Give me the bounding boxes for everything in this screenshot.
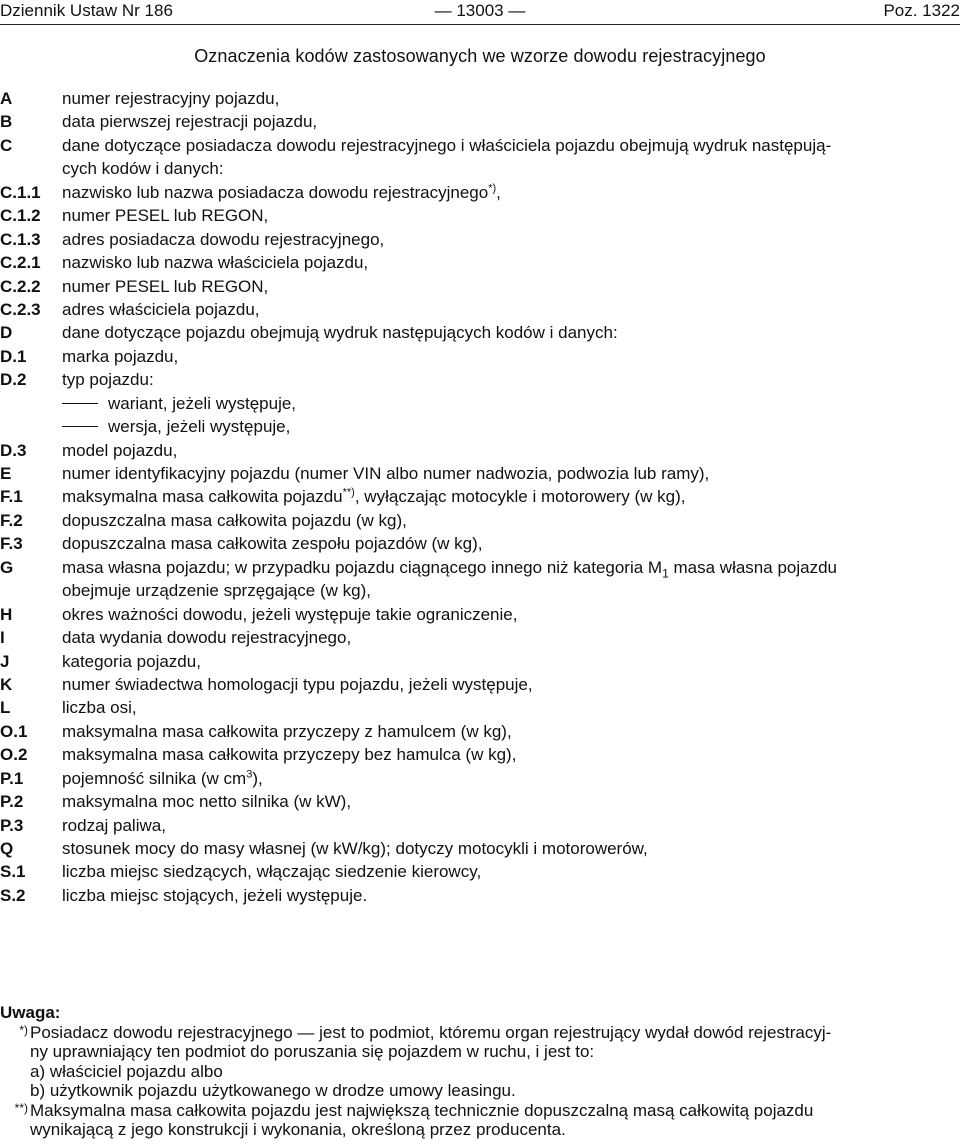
description-text: numer PESEL lub REGON, <box>62 206 269 226</box>
description-text: maksymalna masa całkowita przyczepy z hamulcem (w kg), <box>62 721 512 741</box>
code-description <box>62 182 960 204</box>
code-description <box>62 721 960 743</box>
code-entry <box>0 322 960 344</box>
code-description <box>62 135 960 157</box>
code-description <box>62 744 960 766</box>
footnote-line: a) właściciel pojazdu albo <box>30 1061 223 1081</box>
code-entry <box>0 252 960 274</box>
footnote-line: Posiadacz dowodu rejestracyjnego — jest to podmiot, któremu organ rejestrujący wydał dowód rejestracyj- <box>30 1022 832 1042</box>
code-entry <box>0 440 960 462</box>
code-entry <box>0 416 960 438</box>
code-description <box>62 791 960 813</box>
code-entry <box>0 533 960 555</box>
code-label: D.3 <box>0 440 27 460</box>
footnote-line: b) użytkownik pojazdu użytkowanego w drodze umowy leasingu. <box>30 1081 516 1100</box>
notes-section <box>0 1003 960 1140</box>
code-description <box>62 604 960 626</box>
description-text: dopuszczalna masa całkowita pojazdu (w kg), <box>62 510 407 530</box>
description-text: numer identyfikacyjny pojazdu (numer VIN albo numer nadwozia, podwozia lub ramy), <box>62 464 710 483</box>
description-text: stosunek mocy do masy własnej (w kW/kg); dotyczy motocykli i motorowerów, <box>62 839 648 858</box>
code-label: D.1 <box>0 346 27 366</box>
code-label: C.1.2 <box>0 206 41 226</box>
code-description <box>62 486 960 508</box>
header-rule <box>0 24 960 25</box>
description-text-tail: , wyłączając motocykle i motorowery (w kg), <box>354 487 686 507</box>
description-text: okres ważności dowodu, jeżeli występuje takie ograniczenie, <box>62 604 518 624</box>
code-description <box>62 322 960 344</box>
code-label: S.1 <box>0 862 26 882</box>
description-text: numer świadectwa homologacji typu pojazdu, jeżeli występuje, <box>62 674 533 694</box>
code-entry <box>0 791 960 813</box>
description-text: dane dotyczące pojazdu obejmują wydruk następujących kodów i danych: <box>62 323 618 343</box>
description-text-tail: , <box>496 182 501 202</box>
description-text: liczba miejsc siedzących, włączając siedzenie kierowcy, <box>62 862 482 882</box>
description-text: liczba miejsc stojących, jeżeli występuje. <box>62 885 368 905</box>
footnote-body <box>30 1023 960 1101</box>
code-label: H <box>0 604 13 624</box>
code-entry <box>0 463 960 485</box>
code-description <box>62 697 960 719</box>
code-label: I <box>0 628 5 648</box>
code-entry <box>0 861 960 883</box>
code-entry <box>0 229 960 251</box>
description-text: model pojazdu, <box>62 440 178 460</box>
description-text: dopuszczalna masa całkowita zespołu pojazdów (w kg), <box>62 534 483 554</box>
code-entry <box>0 815 960 837</box>
code-label: C.2.1 <box>0 253 41 273</box>
code-description <box>62 627 960 649</box>
code-label: C.2.2 <box>0 276 41 296</box>
code-description <box>62 463 960 485</box>
notes-heading: Uwaga: <box>0 1003 61 1022</box>
footnote-line: Maksymalna masa całkowita pojazdu jest największą technicznie dopuszczalną masą całkowitą pojazdu <box>30 1100 814 1120</box>
description-text: wersja, jeżeli występuje, <box>108 417 291 437</box>
code-description <box>62 276 960 298</box>
code-label: P.2 <box>0 792 24 812</box>
code-description <box>62 299 960 321</box>
description-text: maksymalna moc netto silnika (w kW), <box>62 792 352 812</box>
code-entry <box>0 111 960 133</box>
code-description <box>62 440 960 462</box>
code-entry <box>0 299 960 321</box>
code-entry <box>0 651 960 673</box>
footnote-body <box>30 1101 960 1140</box>
code-entry <box>0 135 960 157</box>
code-label: E <box>0 464 12 483</box>
code-description <box>62 885 960 907</box>
description-text: data wydania dowodu rejestracyjnego, <box>62 628 352 648</box>
code-description <box>62 580 960 602</box>
code-description <box>62 838 960 860</box>
code-label: F.3 <box>0 534 23 554</box>
footnote-line: wynikającą z jego konstrukcji i wykonania, określoną przez producenta. <box>30 1120 566 1139</box>
journal-title: Dziennik Ustaw Nr 186 <box>0 1 173 20</box>
code-entry <box>0 393 960 415</box>
code-label: A <box>0 89 13 108</box>
description-text: maksymalna masa całkowita pojazdu <box>62 487 343 507</box>
code-description <box>62 651 960 673</box>
code-entry <box>0 182 960 204</box>
description-text: obejmuje urządzenie sprzęgające (w kg), <box>62 581 371 601</box>
code-description <box>62 533 960 555</box>
code-description <box>62 346 960 368</box>
footnote <box>0 1023 960 1101</box>
code-description <box>62 111 960 133</box>
code-label: P.1 <box>0 768 24 788</box>
code-label: C <box>0 135 13 155</box>
description-text: maksymalna masa całkowita przyczepy bez hamulca (w kg), <box>62 745 517 765</box>
description-text: pojemność silnika (w cm <box>62 768 247 788</box>
code-label: D.2 <box>0 370 27 390</box>
code-entry <box>0 697 960 719</box>
code-label: C.1.1 <box>0 182 41 202</box>
position-number: Poz. 1322 <box>883 1 960 20</box>
code-description <box>62 393 960 415</box>
description-text: cych kodów i danych: <box>62 159 224 179</box>
code-entry <box>0 768 960 790</box>
description-text: data pierwszej rejestracji pojazdu, <box>62 112 318 132</box>
description-text: rodzaj paliwa, <box>62 815 166 835</box>
em-dash-bullet <box>62 403 98 404</box>
code-entry <box>0 885 960 907</box>
code-list <box>0 88 960 908</box>
code-entry <box>0 721 960 743</box>
code-label: G <box>0 557 14 577</box>
code-entry <box>0 744 960 766</box>
code-label: Q <box>0 839 14 858</box>
document-title: Oznaczenia kodów zastosowanych we wzorze dowodu rejestracyjnego <box>194 46 766 66</box>
code-description <box>62 205 960 227</box>
code-entry <box>0 205 960 227</box>
description-text: wariant, jeżeli występuje, <box>108 393 297 413</box>
code-label: O.1 <box>0 721 28 741</box>
description-text: marka pojazdu, <box>62 346 179 366</box>
code-description <box>62 861 960 883</box>
code-entry <box>0 369 960 391</box>
description-text: kategoria pojazdu, <box>62 651 201 671</box>
description-text: adres posiadacza dowodu rejestracyjnego, <box>62 229 385 249</box>
code-entry <box>0 604 960 626</box>
description-text: adres właściciela pojazdu, <box>62 299 260 319</box>
footnote-mark: *) <box>19 1022 28 1037</box>
code-entry <box>0 158 960 180</box>
description-text: nazwisko lub nazwa właściciela pojazdu, <box>62 253 369 273</box>
code-entry <box>0 510 960 532</box>
description-text: dane dotyczące posiadacza dowodu rejestracyjnego i właściciela pojazdu obejmują wydruk następują- <box>62 135 832 155</box>
footnote-line: ny uprawniający ten podmiot do poruszania się pojazdem w ruchu, i jest to: <box>30 1042 595 1061</box>
code-entry <box>0 557 960 579</box>
code-label: C.1.3 <box>0 229 41 249</box>
code-description <box>62 158 960 180</box>
code-description <box>62 229 960 251</box>
description-text-tail: ), <box>252 768 263 788</box>
footnote-marker: *) <box>488 182 497 195</box>
code-label: K <box>0 674 13 694</box>
footnote-marker: 3 <box>246 768 253 781</box>
code-label: F.2 <box>0 510 23 530</box>
code-description <box>62 510 960 532</box>
description-text-tail: masa własna pojazdu <box>668 557 837 577</box>
code-description <box>62 557 960 579</box>
code-description <box>62 252 960 274</box>
page-header <box>0 0 960 24</box>
description-text: typ pojazdu: <box>62 370 154 390</box>
footnote-marker: **) <box>342 486 355 499</box>
code-label: J <box>0 651 10 671</box>
code-entry <box>0 88 960 110</box>
code-entry <box>0 674 960 696</box>
code-description <box>62 674 960 696</box>
subscript-text: 1 <box>662 566 669 581</box>
code-entry <box>0 838 960 860</box>
code-description <box>62 88 960 110</box>
code-description <box>62 369 960 391</box>
code-label: C.2.3 <box>0 299 41 319</box>
em-dash-bullet <box>62 426 98 427</box>
description-text: numer PESEL lub REGON, <box>62 276 269 296</box>
code-label: L <box>0 698 11 718</box>
code-entry <box>0 627 960 649</box>
code-label: D <box>0 323 13 343</box>
footnote-mark: **) <box>14 1100 28 1115</box>
code-label: B <box>0 112 13 132</box>
code-description <box>62 768 960 790</box>
code-entry <box>0 486 960 508</box>
code-label: P.3 <box>0 815 24 835</box>
description-text: numer rejestracyjny pojazdu, <box>62 89 280 108</box>
description-text: masa własna pojazdu; w przypadku pojazdu ciągnącego innego niż kategoria M <box>62 557 663 577</box>
code-description <box>62 815 960 837</box>
code-entry <box>0 580 960 602</box>
code-label: S.2 <box>0 885 26 905</box>
code-label: F.1 <box>0 487 23 507</box>
code-entry <box>0 276 960 298</box>
description-text: nazwisko lub nazwa posiadacza dowodu rejestracyjnego <box>62 182 489 202</box>
code-description <box>62 416 960 438</box>
description-text: liczba osi, <box>62 698 137 718</box>
footnote <box>0 1101 960 1140</box>
code-label: O.2 <box>0 745 28 765</box>
page-number: — 13003 — <box>434 1 526 20</box>
code-entry <box>0 346 960 368</box>
